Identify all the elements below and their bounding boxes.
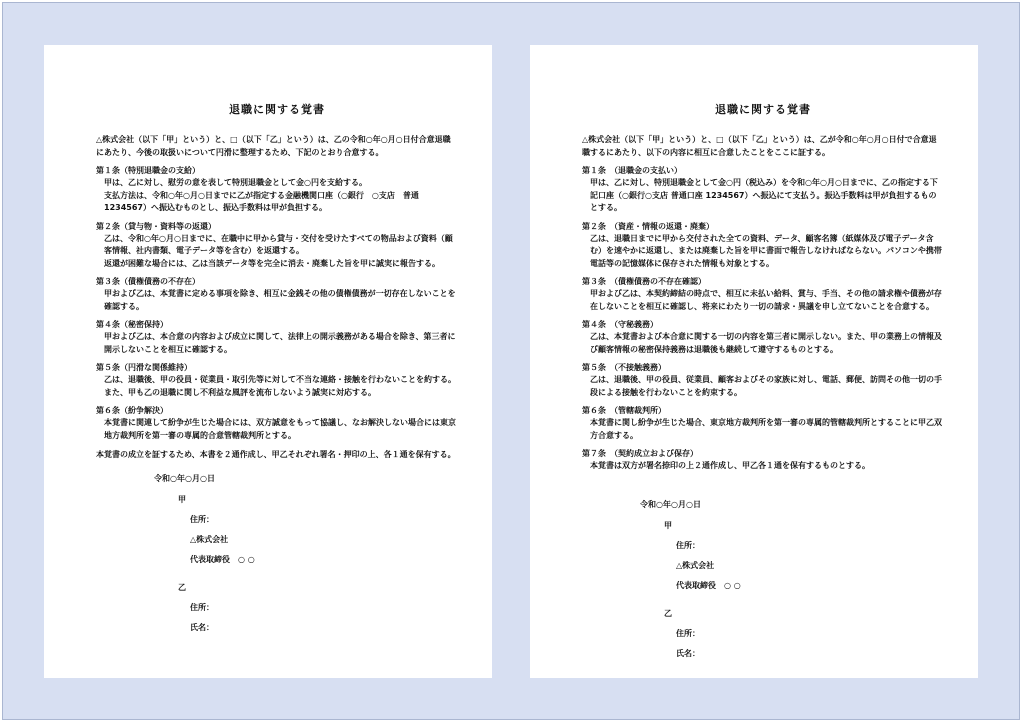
- party-a-field: 住所：: [676, 540, 700, 550]
- article-section: [582, 221, 944, 271]
- article-heading: 第５条（円滑な関係維持）: [96, 363, 192, 372]
- article-section: [96, 362, 458, 399]
- article-heading: 第７条 （契約成立および保存）: [582, 449, 698, 458]
- signature-date: 令和○年○月○日: [640, 499, 701, 509]
- document-intro: △株式会社（以下「甲」という）と、□（以下「乙」という）は、乙が令和○年○月○日付で合意退職するにあたり、以下の内容に相互に合意したことをここに証する。: [582, 135, 937, 157]
- article-paragraph: 甲および乙は、本覚書に定める事項を除き、相互に金銭その他の債権債務が一切存在しないことを確認する。: [104, 289, 456, 311]
- party-b-label: 乙: [664, 608, 672, 618]
- article-paragraph: 本覚書は双方が署名捺印の上２通作成し、甲乙各１通を保有するものとする。: [590, 461, 870, 470]
- document-intro: △株式会社（以下「甲」という）と、□（以下「乙」という）は、乙の令和○年○月○日付合意退職にあたり、今後の取扱いについて円滑に整理するため、下記のとおり合意する。: [96, 135, 451, 157]
- article-paragraph: 乙は、退職後、甲の役員・従業員・取引先等に対して不当な連絡・接触を行わないことを約する。: [104, 375, 456, 384]
- article-section: [96, 276, 458, 313]
- article-heading: 第６条（紛争解決）: [96, 406, 168, 415]
- article-paragraph: 乙は、退職後、甲の役員、従業員、顧客およびその家族に対し、電話、郵便、訪問その他一切の手段による接触を行わないことを約束する。: [590, 375, 942, 397]
- party-b-label: 乙: [178, 583, 186, 592]
- party-b-field: 氏名：: [676, 648, 700, 658]
- document-page-2: [530, 45, 978, 678]
- article-section: [582, 319, 944, 356]
- article-paragraph: 乙は、退職日までに甲から交付された全ての資料、データ、顧客名簿（紙媒体及び電子データ含む）を速やかに返還し、または廃棄した旨を甲に書面で報告しなければならない。パソコンや携帯電話等の記憶媒体に保存された情報も対象とする。: [590, 233, 942, 268]
- article-paragraph: 返還が困難な場合には、乙は当該データ等を完全に消去・廃棄した旨を甲に誠実に報告する。: [104, 258, 440, 268]
- article-heading: 第１条 （退職金の支払い）: [582, 166, 682, 175]
- document-title: 退職に関する覚書: [715, 103, 811, 116]
- signature-date: 令和○年○月○日: [154, 474, 215, 483]
- article-paragraph: 甲および乙は、本合意の内容および成立に関して、法律上の開示義務がある場合を除き、第三者に開示しないことを相互に確認する。: [104, 332, 456, 354]
- party-b-field: 氏名：: [190, 623, 214, 632]
- article-list: [582, 165, 944, 473]
- article-paragraph: 本覚書に関し紛争が生じた場合、東京地方裁判所を第一審の専属的管轄裁判所とすることに甲乙双方合意する。: [590, 418, 942, 440]
- article-paragraph: 甲および乙は、本契約締結の時点で、相互に未払い給料、賞与、手当、その他の請求権や債務が存在しないことを相互に確認し、将来にわたり一切の請求・異議を申し立てないことを合意する。: [590, 289, 942, 311]
- party-a-field: 代表取締役 ○ ○: [190, 555, 255, 564]
- signature-block: [582, 499, 944, 659]
- party-a-field: 住所：: [190, 515, 214, 524]
- article-heading: 第３条 （債権債務の不存在確認）: [582, 277, 706, 286]
- party-a-field: △株式会社: [190, 535, 229, 544]
- party-a-field: △株式会社: [676, 560, 715, 570]
- signature-block: [96, 473, 458, 633]
- article-paragraph: 本覚書に関連して紛争が生じた場合には、双方誠意をもって協議し、なお解決しない場合には東京地方裁判所を第一審の専属的合意管轄裁判所とする。: [104, 418, 456, 440]
- article-paragraph: 甲は、乙に対し、慰労の意を表して特別退職金として金○円を支給する。: [104, 178, 367, 187]
- article-heading: 第２条 （資産・情報の返還・廃棄）: [582, 221, 714, 231]
- article-heading: 第１条（特別退職金の支給）: [96, 166, 200, 175]
- article-paragraph: 乙は、令和○年○月○日までに、在職中に甲から貸与・交付を受けたすべての物品および資料（顧客情報、社内書類、電子データ等を含む）を返還する。: [104, 233, 453, 255]
- party-a-field: 代表取締役 ○ ○: [676, 580, 741, 590]
- article-heading: 第５条 （不接触義務）: [582, 363, 666, 372]
- article-section: [582, 362, 944, 399]
- document-page-1: [44, 45, 492, 678]
- closing-statement: 本覚書の成立を証するため、本書を２通作成し、甲乙それぞれ署名・押印の上、各１通を保有する。: [96, 450, 456, 459]
- article-section: [582, 165, 944, 215]
- article-section: [582, 448, 944, 473]
- article-heading: 第４条（秘密保持）: [96, 320, 168, 329]
- article-heading: 第２条（貸与物・資料等の返還）: [96, 221, 216, 231]
- party-a-label: 甲: [178, 495, 186, 504]
- document-title: 退職に関する覚書: [229, 103, 325, 116]
- signature-gap: [96, 574, 458, 582]
- article-list: [96, 165, 458, 442]
- article-paragraph: 支払方法は、令和○年○月○日までに乙が指定する金融機関口座（○銀行 ○支店 普通 1234567）へ振込むものとし、振込手数料は甲が負担する。: [104, 190, 419, 212]
- signature-gap: [582, 600, 944, 608]
- article-paragraph: また、甲も乙の退職に関し不利益な風評を流布しないよう誠実に対応する。: [104, 387, 376, 397]
- article-section: [96, 165, 458, 215]
- article-section: [96, 319, 458, 356]
- article-section: [96, 405, 458, 442]
- article-heading: 第６条 （管轄裁判所）: [582, 406, 666, 415]
- article-heading: 第３条（債権債務の不存在）: [96, 277, 200, 286]
- article-section: [582, 405, 944, 442]
- article-paragraph: 甲は、乙に対し、特別退職金として金○円（税込み）を令和○年○月○日までに、乙の指定する下記口座（○銀行○支店 普通口座 1234567）へ振込にて支払う。振込手数料は甲が負担するものとする。: [590, 178, 938, 212]
- article-heading: 第４条 （守秘義務）: [582, 320, 658, 329]
- party-b-field: 住所：: [676, 628, 700, 638]
- article-section: [582, 276, 944, 313]
- article-paragraph: 乙は、本覚書および本合意に関する一切の内容を第三者に開示しない。また、甲の業務上の情報及び顧客情報の秘密保持義務は退職後も継続して遵守するものとする。: [590, 332, 942, 354]
- party-a-label: 甲: [664, 520, 672, 530]
- party-b-field: 住所：: [190, 603, 214, 612]
- article-section: [96, 221, 458, 271]
